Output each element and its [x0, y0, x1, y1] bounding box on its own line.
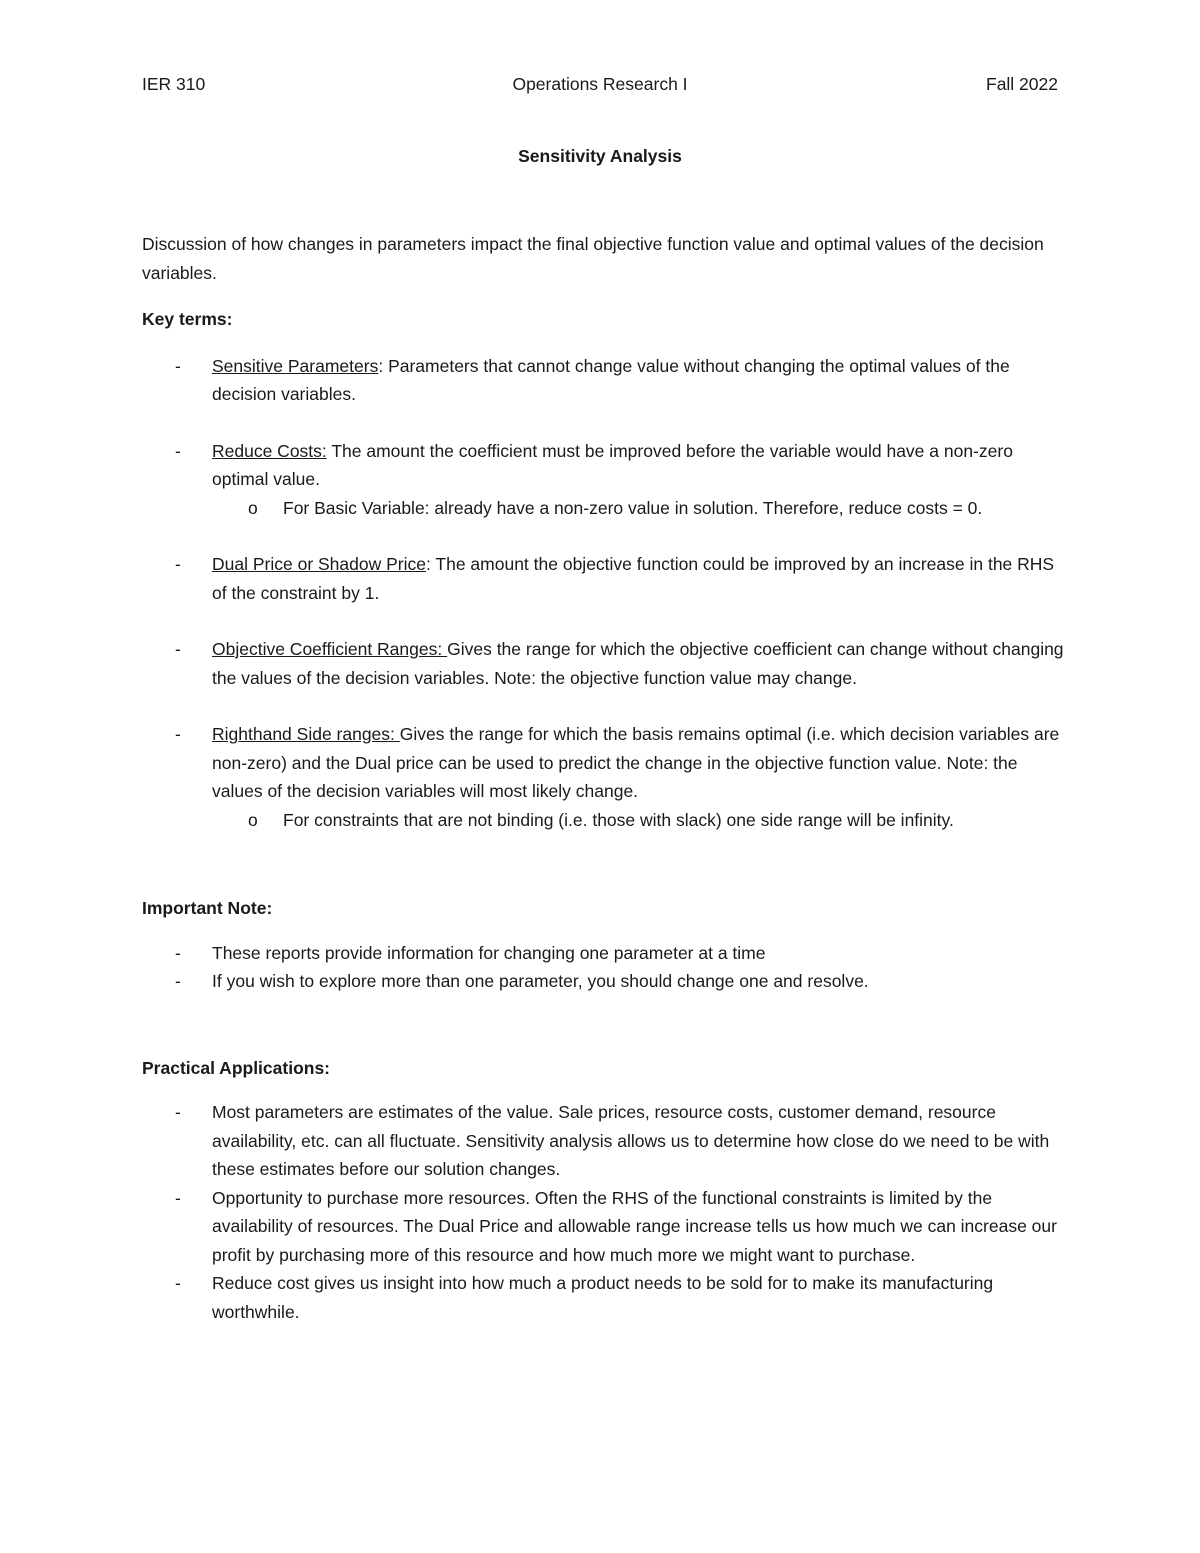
- term-definition: The amount the objective function could be improved by an increase in the RHS of the constraint by 1.: [212, 554, 1055, 603]
- sub-bullet-item: [142, 806, 1067, 835]
- course-name: Operations Research I: [512, 74, 688, 94]
- term-name: Reduce Costs:: [212, 440, 327, 461]
- application-item: [142, 1269, 1067, 1326]
- key-term-item: [142, 550, 1067, 607]
- bullet-dash: -: [175, 440, 181, 461]
- document-title: Sensitivity Analysis: [518, 146, 682, 166]
- key-term-item: [142, 635, 1067, 692]
- note-item: [142, 967, 1067, 996]
- term-definition: Gives the range for which the basis remains optimal (i.e. which decision variables are non-zero) and the Dual price can be used to predict the change in the objective function value. Note: the values of the decision variables will most likely change.: [212, 724, 1060, 801]
- practical-applications-list: [142, 1098, 1067, 1326]
- key-term-item: [142, 437, 1067, 494]
- sub-bullet-text: For constraints that are not binding (i.e. those with slack) one side range will be infinity.: [283, 809, 954, 830]
- course-code: IER 310: [142, 74, 206, 94]
- application-item: [142, 1098, 1067, 1184]
- important-note-heading: Important Note:: [142, 898, 273, 918]
- note-text: These reports provide information for changing one parameter at a time: [212, 942, 766, 963]
- term-separator: :: [378, 355, 384, 376]
- key-terms-heading: Key terms:: [142, 309, 233, 329]
- bullet-dash: -: [175, 1102, 181, 1122]
- bullet-dash: -: [175, 942, 181, 963]
- key-term-item: [142, 720, 1067, 806]
- note-text: If you wish to explore more than one parameter, you should change one and resolve.: [212, 971, 869, 991]
- term-name: Objective Coefficient Ranges:: [212, 639, 448, 659]
- bullet-dash: -: [175, 1273, 181, 1293]
- term-name: Dual Price or Shadow Price: [212, 554, 426, 574]
- term-separator: :: [425, 554, 431, 574]
- bullet-dash: -: [175, 355, 181, 376]
- key-terms-list: [142, 352, 1067, 835]
- term-definition: The amount the coefficient must be improved before the variable would have a non-zero optimal value.: [212, 440, 1013, 489]
- term-definition: Gives the range for which the objective coefficient can change without changing the values of the decision variables. Note: the objective function value may change.: [212, 639, 1064, 688]
- document-body: [142, 230, 1067, 1326]
- sub-bullet-item: [142, 494, 1067, 523]
- bullet-dash: -: [175, 1187, 181, 1208]
- term-name: Righthand Side ranges:: [212, 724, 400, 744]
- term-definition: Parameters that cannot change value without changing the optimal values of the decision variables.: [212, 355, 1010, 404]
- important-note-list: [142, 939, 1067, 996]
- sub-bullet-marker: o: [248, 809, 258, 830]
- key-term-item: [142, 352, 1067, 409]
- application-text: Most parameters are estimates of the value. Sale prices, resource costs, customer demand, resource availability, etc. can all fluctuate. Sensitivity analysis allows us to determine how close do we need to be with these estimates before our solution changes.: [212, 1102, 1050, 1179]
- bullet-dash: -: [175, 724, 181, 744]
- application-text: Reduce cost gives us insight into how much a product needs to be sold for to make its manufacturing worthwhile.: [212, 1273, 994, 1322]
- note-item: [142, 939, 1067, 968]
- application-item: [142, 1184, 1067, 1270]
- term-name: Sensitive Parameters: [212, 355, 379, 376]
- page-header: [142, 74, 1058, 98]
- practical-applications-heading: Practical Applications:: [142, 1057, 331, 1078]
- application-text: Opportunity to purchase more resources. Often the RHS of the functional constraints is limited by the availability of resources. The Dual Price and allowable range increase tells us how much we can increase our profit by purchasing more of this resource and how much more we might want to purchase.: [212, 1187, 1057, 1265]
- semester: Fall 2022: [986, 74, 1058, 94]
- bullet-dash: -: [175, 639, 181, 659]
- bullet-dash: -: [175, 554, 181, 574]
- intro-paragraph: Discussion of how changes in parameters impact the final objective function value and optimal values of the decision variables.: [142, 234, 1044, 283]
- bullet-dash: -: [175, 971, 181, 991]
- sub-bullet-marker: o: [248, 497, 258, 518]
- sub-bullet-text: For Basic Variable: already have a non-zero value in solution. Therefore, reduce costs = 0.: [283, 497, 983, 518]
